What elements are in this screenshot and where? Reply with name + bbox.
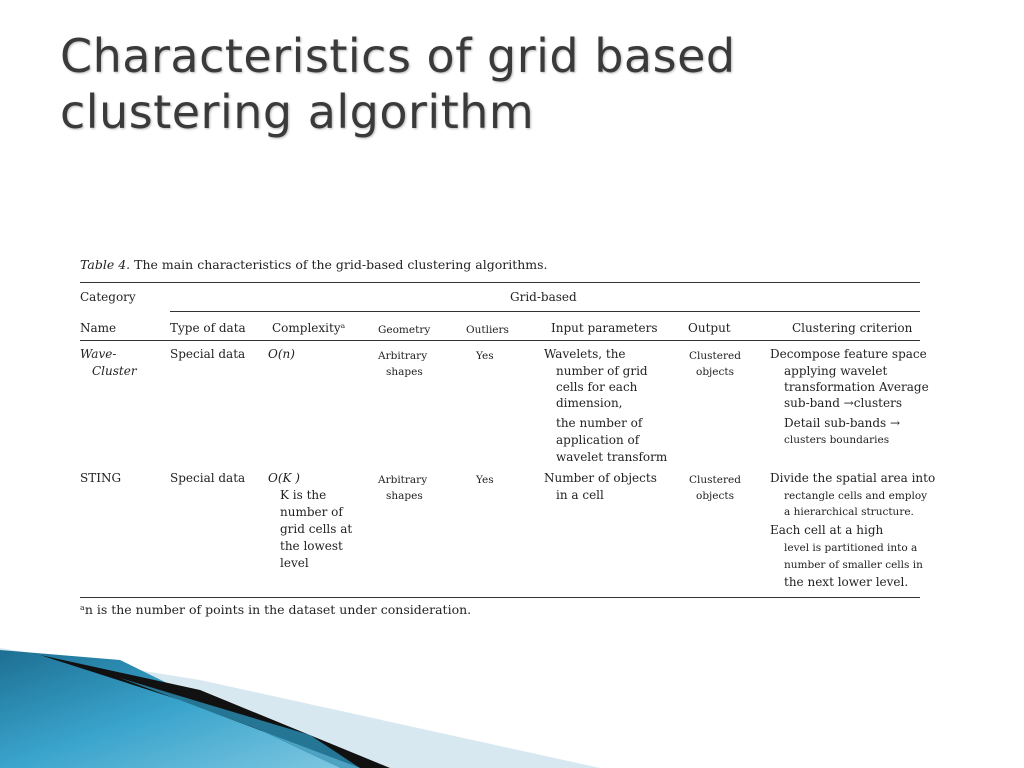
header-type-of-data: Type of data (170, 321, 246, 335)
row2-type-of-data: Special data (170, 471, 246, 485)
header-clustering-criterion: Clustering criterion (792, 321, 913, 335)
slide-title (60, 28, 960, 140)
header-complexity: Complexityᵃ (272, 321, 346, 335)
slide-title-line-1: Characteristics of grid based (60, 29, 736, 83)
row2-criterion-4: Each cell at a high (770, 523, 884, 537)
row1-output-1: Clustered (689, 350, 741, 362)
row2-output-1: Clustered (689, 474, 741, 486)
row1-criterion-5: Detail sub-bands → (784, 416, 901, 430)
row1-criterion-2: applying wavelet (784, 364, 888, 378)
row2-complexity-5: the lowest (280, 539, 343, 553)
swoosh-teal-line (120, 678, 360, 768)
table-bottom-rule (80, 597, 920, 598)
row1-type-of-data: Special data (170, 347, 246, 361)
swoosh-dark-line (40, 655, 390, 768)
row1-input-2: number of grid (556, 364, 648, 378)
slide-title-line-2: clustering algorithm (60, 85, 535, 139)
row2-criterion-7: the next lower level. (784, 575, 909, 589)
row2-complexity-1: O(K ) (268, 471, 300, 485)
row2-geometry-2: shapes (386, 490, 423, 502)
header-rule (80, 340, 920, 341)
row1-input-1: Wavelets, the (544, 347, 626, 361)
row1-criterion-1: Decompose feature space (770, 347, 927, 361)
characteristics-table (80, 282, 936, 598)
table-top-rule (80, 282, 920, 283)
row2-input-2: in a cell (556, 488, 604, 502)
table-caption-prefix: Table 4. (80, 257, 131, 272)
table-footnote: ᵃn is the number of points in the dataset under consideration. (80, 602, 472, 617)
category-value: Grid-based (510, 290, 577, 304)
row1-criterion-6: clusters boundaries (784, 434, 890, 446)
row2-output-2: objects (696, 490, 735, 502)
row1-input-7: wavelet transform (556, 450, 668, 464)
row1-name-1: Wave- (80, 347, 117, 361)
header-name: Name (80, 321, 117, 335)
category-rule (170, 311, 920, 312)
row1-geometry-1: Arbitrary (378, 350, 428, 362)
row2-criterion-5: level is partitioned into a (784, 542, 918, 554)
row1-criterion-4: sub-band →clusters (784, 396, 903, 410)
table-caption-text: The main characteristics of the grid-based clustering algorithms. (134, 257, 548, 272)
row2-complexity-3: number of (280, 505, 343, 519)
swoosh-blue-band (0, 650, 340, 768)
swoosh-light-band (0, 648, 600, 768)
row2-name: STING (80, 471, 122, 485)
row1-input-4: dimension, (556, 396, 623, 410)
row2-outliers: Yes (476, 474, 494, 486)
row2-complexity-2: K is the (280, 488, 327, 502)
row2-criterion-6: number of smaller cells in (784, 559, 923, 571)
row1-outliers: Yes (476, 350, 494, 362)
header-outliers: Outliers (466, 324, 509, 336)
header-input-parameters: Input parameters (551, 321, 658, 335)
table-caption (80, 257, 548, 272)
row1-geometry-2: shapes (386, 366, 423, 378)
row1-name-2: Cluster (92, 364, 137, 378)
row1-input-3: cells for each (556, 380, 638, 394)
header-output: Output (688, 321, 731, 335)
row1-criterion-3: transformation Average (784, 380, 929, 394)
row2-criterion-1: Divide the spatial area into (770, 471, 936, 485)
row2-input-1: Number of objects (544, 471, 657, 485)
row2-complexity-6: level (280, 556, 309, 570)
row2-geometry-1: Arbitrary (378, 474, 428, 486)
category-label: Category (80, 290, 136, 304)
row2-complexity-4: grid cells at (280, 522, 353, 536)
row1-complexity: O(n) (268, 347, 295, 361)
row1-input-5: the number of (556, 416, 643, 430)
row2-criterion-3: a hierarchical structure. (784, 506, 914, 518)
row2-criterion-2: rectangle cells and employ (784, 490, 928, 502)
header-geometry: Geometry (378, 324, 431, 336)
row1-output-2: objects (696, 366, 735, 378)
row1-input-6: application of (556, 433, 640, 447)
